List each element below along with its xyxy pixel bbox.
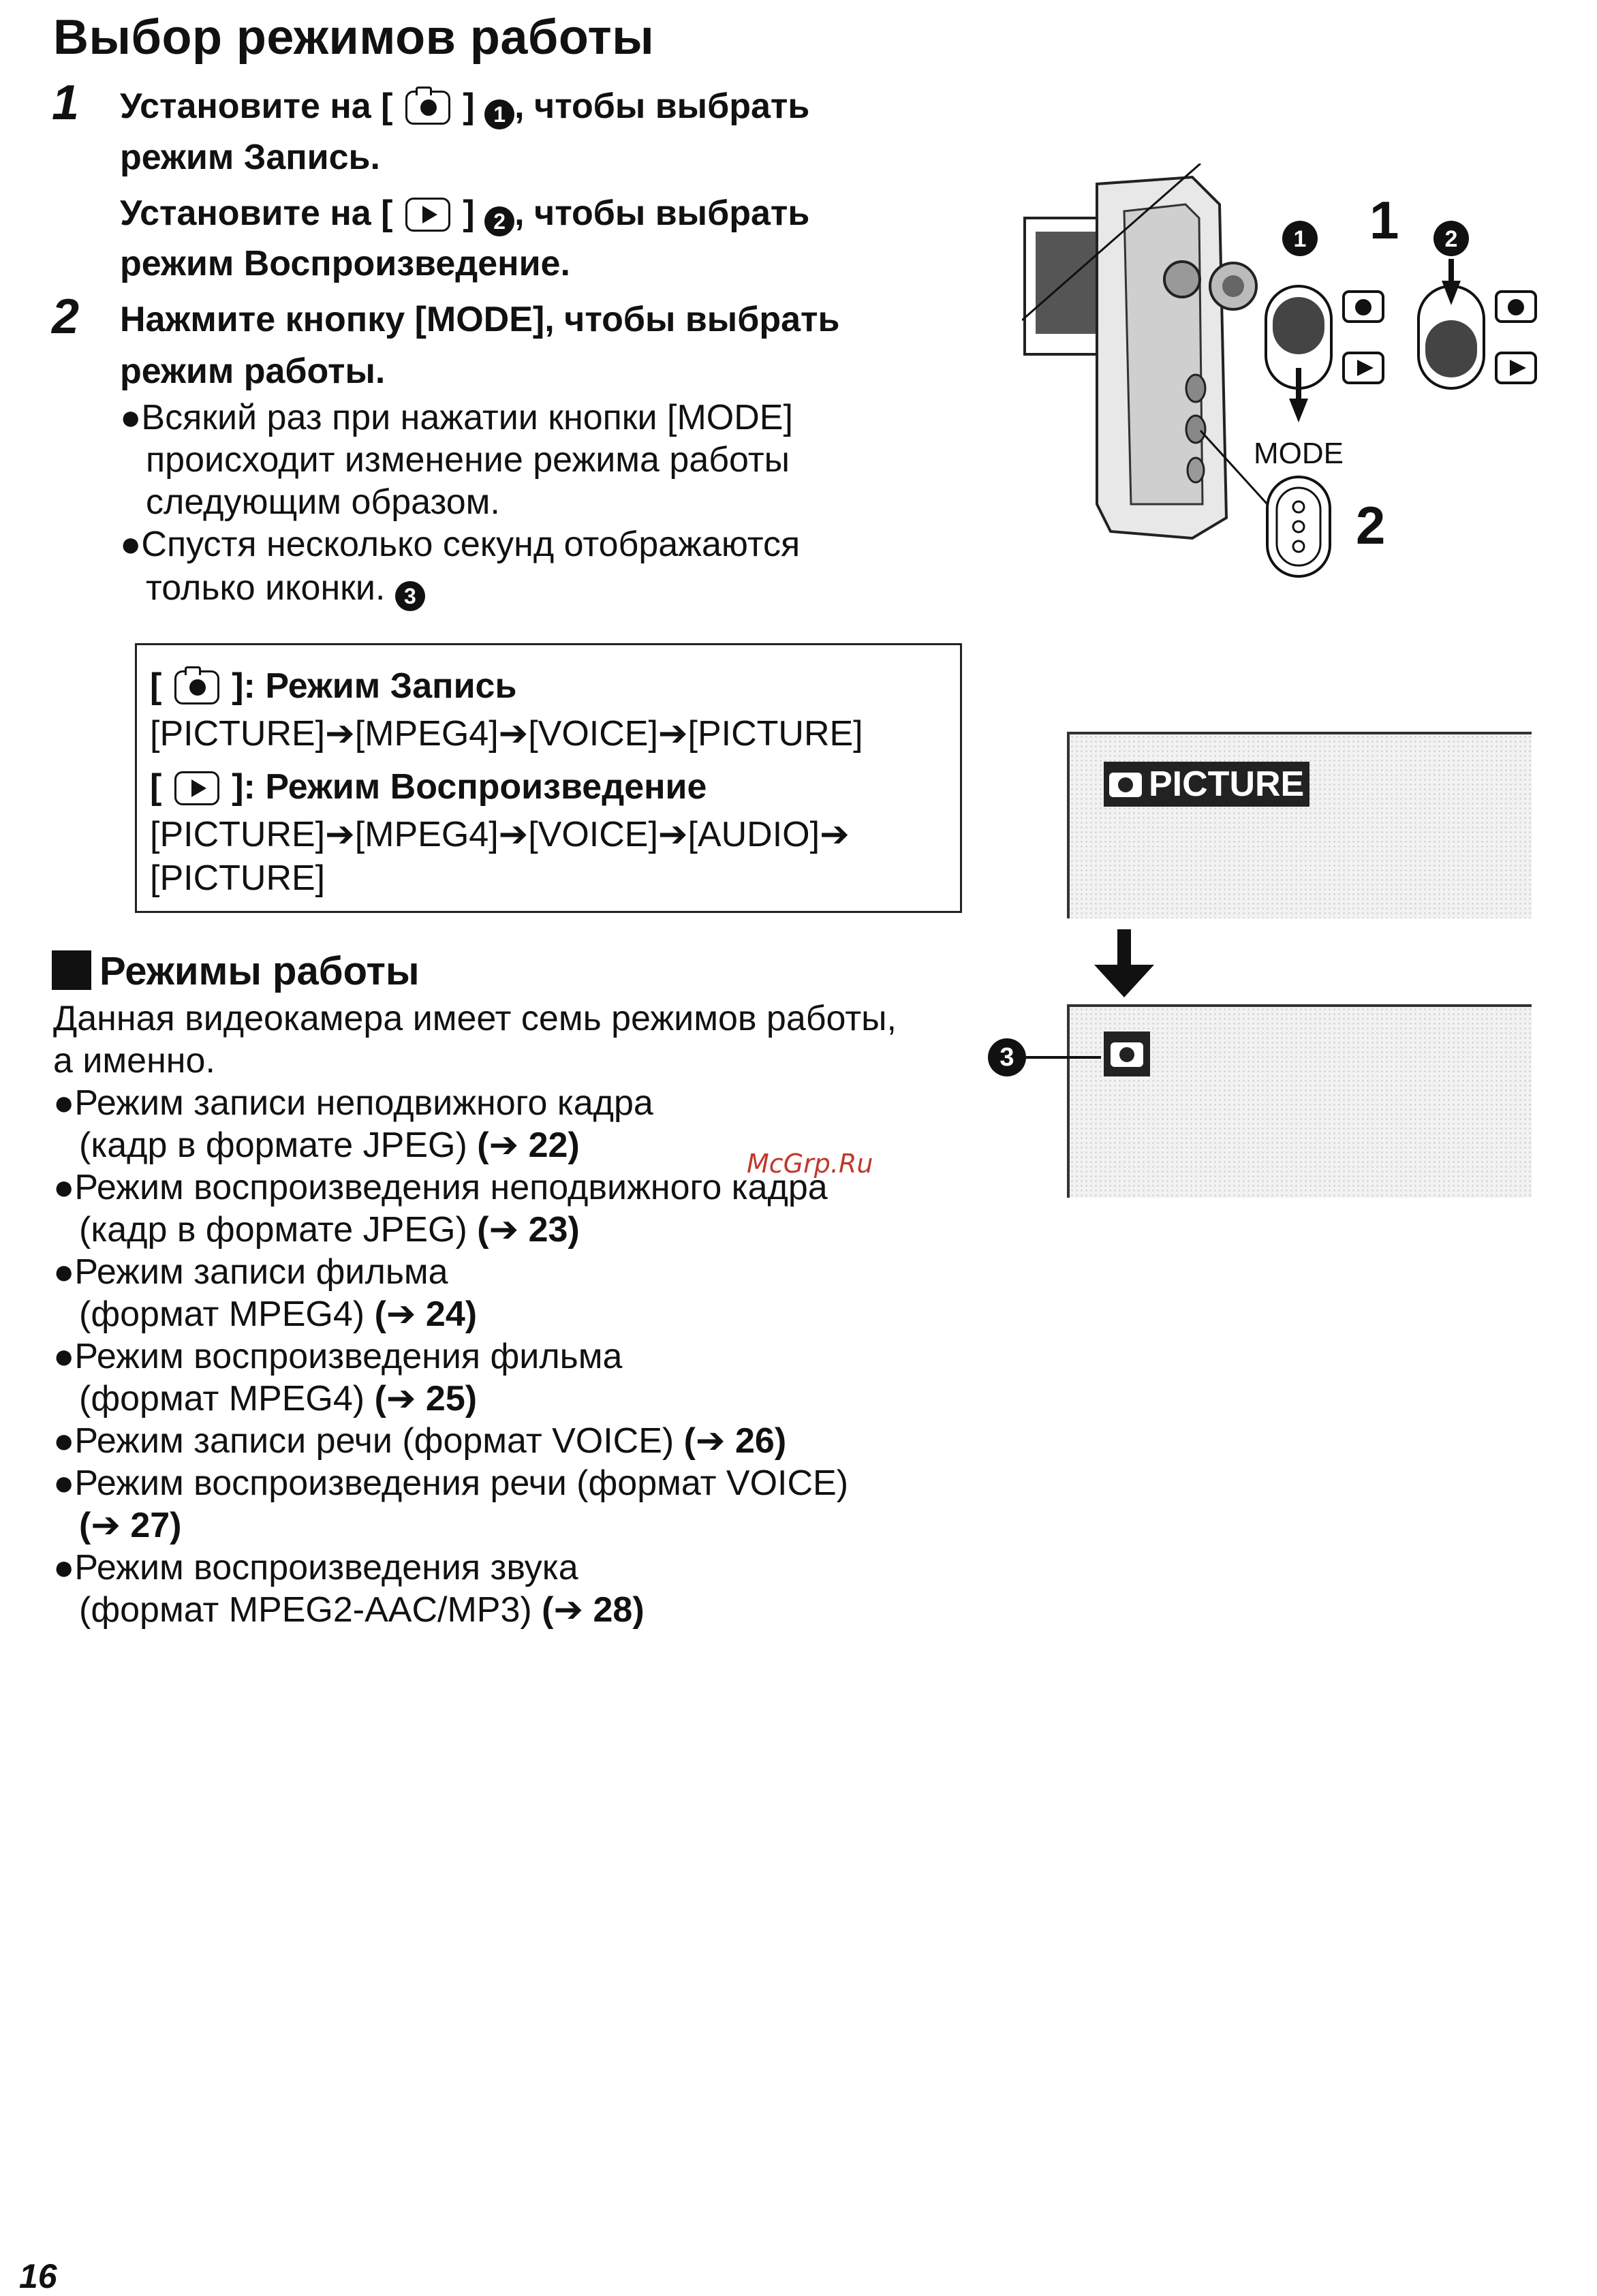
- box-playback-sequence-2: [PICTURE]: [150, 858, 326, 898]
- box-playback-sequence-1: [PICTURE]➔[MPEG4]➔[VOICE]➔[AUDIO]➔: [150, 815, 850, 854]
- modes-heading: [52, 948, 420, 994]
- step1-playback-line: [120, 192, 809, 236]
- mode-switch-record: [1266, 286, 1331, 422]
- mode-item-6-ref: (➔ 27): [79, 1506, 182, 1545]
- mode-item-5-l1: Режим записи речи (формат VOICE): [74, 1421, 675, 1461]
- step2-bullet-1-l1: Всякий раз при нажатии кнопки [MODE]: [141, 398, 793, 437]
- step1-record-pre: Установите на [: [120, 87, 393, 126]
- mode-item-1-ref: (➔ 22): [477, 1126, 580, 1165]
- box-playback-pre: [: [150, 767, 162, 807]
- callout-2-icon: 2: [484, 206, 514, 236]
- camera-body: [1097, 177, 1256, 538]
- mode-item-4-l1: Режим воспроизведения фильма: [74, 1337, 623, 1376]
- camera-illustration: [1022, 164, 1553, 586]
- mode-item-3: ●Режим записи фильма: [53, 1252, 448, 1292]
- page-title: Выбор режимов работы: [53, 10, 655, 65]
- camera-icon: [1109, 773, 1142, 797]
- mode-item-7-format: (формат MPEG2-AAC/MP3): [79, 1590, 532, 1630]
- mode-item-3-l1: Режим записи фильма: [74, 1252, 448, 1292]
- mode-item-1-l1: Режим записи неподвижного кадра: [74, 1083, 653, 1123]
- step1-record-rest: , чтобы выбрать: [514, 87, 810, 126]
- step2-bullet-1-l3: следующим образом.: [146, 482, 500, 522]
- illustration-step-1-label: 1: [1369, 190, 1399, 250]
- step2-bullet-2-l2: только иконки.: [146, 568, 386, 608]
- box-record-pre: [: [150, 666, 162, 706]
- record-icon-small-2: [1496, 292, 1536, 322]
- picture-badge-text: PICTURE: [1149, 764, 1305, 804]
- box-playback-label: ]: Режим Воспроизведение: [232, 767, 707, 807]
- step2-bullet-2: ●Спустя несколько секунд отображаются: [120, 525, 801, 564]
- modes-intro-2: а именно.: [53, 1041, 215, 1081]
- step-number-2: 2: [52, 290, 80, 344]
- mode-item-5: ●Режим записи речи (формат VOICE) (➔ 26): [53, 1421, 787, 1461]
- section-square-icon: [52, 950, 91, 990]
- step2-bullet-1-l2: происходит изменение режима работы: [146, 440, 790, 480]
- mode-item-7-ref: (➔ 28): [542, 1590, 645, 1630]
- watermark: McGrp.Ru: [747, 1149, 873, 1179]
- mode-button-label: MODE: [1254, 437, 1344, 470]
- mode-item-4: ●Режим воспроизведения фильма: [53, 1337, 623, 1376]
- step1-record-line2: режим Запись.: [120, 138, 380, 177]
- mode-item-3-ref: (➔ 24): [374, 1294, 478, 1334]
- box-record-sequence: [PICTURE]➔[MPEG4]➔[VOICE]➔[PICTURE]: [150, 714, 863, 754]
- record-mode-icon: [174, 670, 219, 704]
- mode-item-6-l2: [79, 1504, 182, 1547]
- mode-item-1-format: (кадр в формате JPEG): [79, 1126, 467, 1165]
- camera-icon: [1111, 1042, 1143, 1067]
- callout-1-icon: 1: [484, 99, 514, 129]
- box-record-line: [150, 665, 516, 707]
- step2-bullet-1: ●Всякий раз при нажатии кнопки [MODE]: [120, 398, 793, 437]
- screen-display-2: [1067, 1004, 1532, 1198]
- page-number: 16: [19, 2257, 57, 2295]
- mode-item-2-l2: [79, 1209, 580, 1251]
- illustration-step-2-label: 2: [1356, 495, 1386, 555]
- step2-bullet-2-l1: Спустя несколько секунд отображаются: [141, 525, 801, 564]
- mode-item-4-ref: (➔ 25): [374, 1379, 478, 1418]
- modes-heading-text: Режимы работы: [99, 949, 420, 993]
- arrow-down-icon: [1090, 929, 1158, 1000]
- mode-switch-playback: [1418, 259, 1484, 388]
- mode-item-3-l2: [79, 1293, 477, 1335]
- mode-item-7: ●Режим воспроизведения звука: [53, 1548, 578, 1587]
- step2-line1: Нажмите кнопку [MODE], чтобы выбрать: [120, 300, 840, 339]
- mode-item-5-ref: (➔ 26): [683, 1421, 787, 1461]
- record-icon-small-1: [1344, 292, 1383, 322]
- step1-playback-rest: , чтобы выбрать: [514, 193, 810, 233]
- step2-bullet-2-l2-wrap: [146, 567, 425, 611]
- step1-record-line: [120, 85, 809, 129]
- box-record-label: ]: Режим Запись: [232, 666, 517, 706]
- mode-button: [1267, 477, 1330, 576]
- callout-3-leader: [1026, 1056, 1101, 1059]
- mode-item-1: ●Режим записи неподвижного кадра: [53, 1083, 653, 1123]
- step2-line2: режим работы.: [120, 352, 386, 391]
- mode-item-3-format: (формат MPEG4): [79, 1294, 365, 1334]
- step1-playback-post: ]: [463, 193, 475, 233]
- callout-3-icon: 3: [988, 1038, 1026, 1076]
- mode-item-6-l1: Режим воспроизведения речи (формат VOICE): [74, 1463, 849, 1503]
- illustration-mark-1: 1: [1293, 226, 1307, 252]
- modes-intro-1: Данная видеокамера имеет семь режимов работы,: [53, 999, 897, 1038]
- record-mode-icon: [405, 91, 450, 125]
- mode-item-7-l2: [79, 1589, 645, 1631]
- play-icon-small-2: [1496, 353, 1536, 383]
- step-number-1: 1: [52, 76, 80, 130]
- step1-playback-line2: режим Воспроизведение.: [120, 244, 570, 283]
- mode-item-2: ●Режим воспроизведения неподвижного кадра: [53, 1168, 828, 1207]
- screen-display-1: [1067, 732, 1532, 918]
- step1-playback-pre: Установите на [: [120, 193, 393, 233]
- mode-item-1-l2: [79, 1124, 580, 1166]
- mode-item-4-format: (формат MPEG4): [79, 1379, 365, 1418]
- mode-item-2-format: (кадр в формате JPEG): [79, 1210, 467, 1250]
- picture-icon-only: [1104, 1031, 1150, 1076]
- mode-item-6: ●Режим воспроизведения речи (формат VOICE): [53, 1463, 849, 1503]
- illustration-mark-2: 2: [1444, 226, 1458, 252]
- picture-mode-badge: [1104, 762, 1309, 807]
- box-playback-line: [150, 766, 707, 808]
- playback-mode-icon: [174, 771, 219, 805]
- play-icon-small-1: [1344, 353, 1383, 383]
- callout-3-icon: 3: [395, 581, 425, 611]
- mode-item-7-l1: Режим воспроизведения звука: [74, 1548, 578, 1587]
- mode-item-2-l1: Режим воспроизведения неподвижного кадра: [74, 1168, 828, 1207]
- mode-item-2-ref: (➔ 23): [477, 1210, 580, 1250]
- playback-mode-icon: [405, 198, 450, 232]
- mode-item-4-l2: [79, 1378, 477, 1420]
- step1-record-post: ]: [463, 87, 475, 126]
